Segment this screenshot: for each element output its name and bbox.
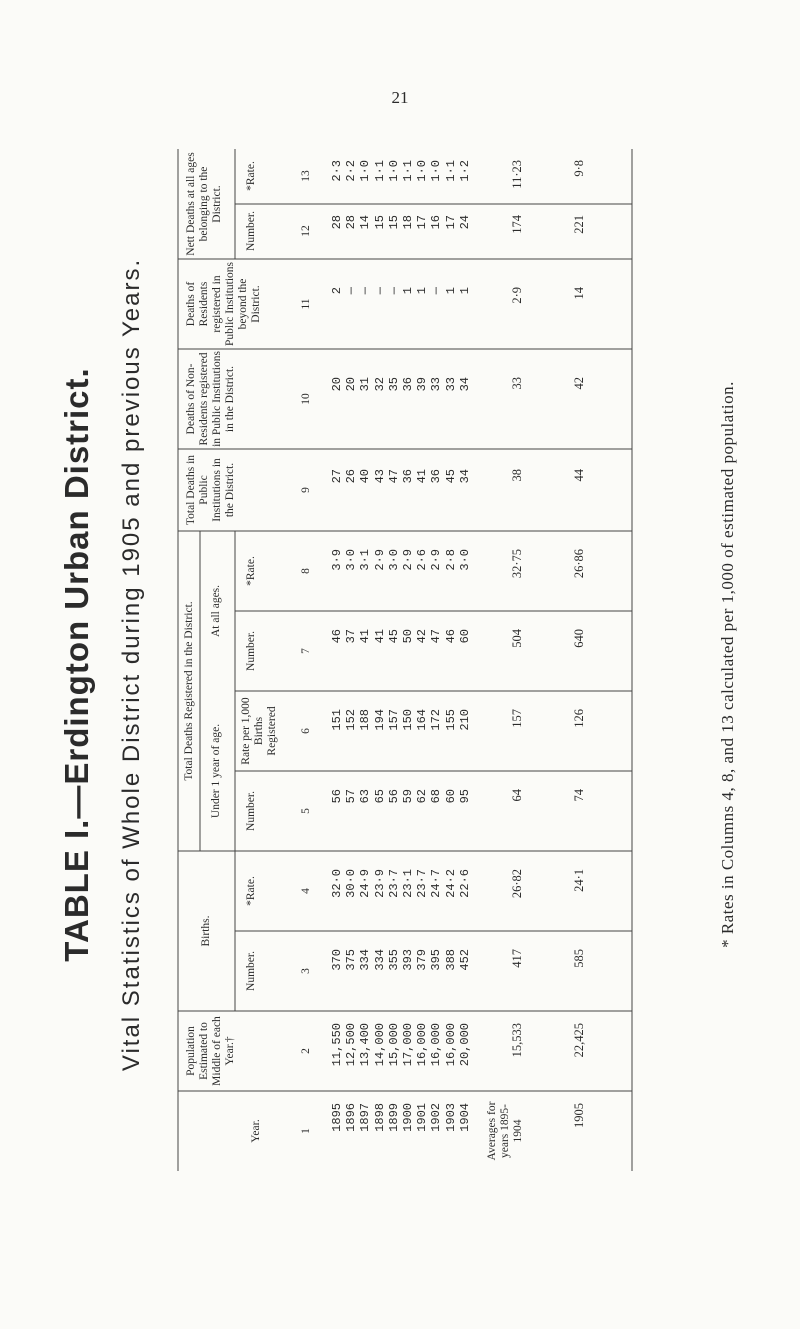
current-year: 1905 (572, 1103, 586, 1128)
cell-all-number: 46 (443, 629, 458, 644)
current-nett-number: 221 (572, 215, 586, 234)
current-births-rate: 24·1 (572, 869, 586, 892)
column-non-resident (330, 377, 472, 447)
cell-u1-rate: 152 (344, 709, 359, 731)
table-title: TABLE I.—Erdington Urban District. (58, 367, 95, 962)
cell-births-number: 379 (415, 949, 430, 971)
column-number: 1 (300, 1128, 312, 1134)
cell-non-resident: 33 (443, 377, 458, 392)
cell-births-rate: 24·2 (443, 869, 458, 898)
footnote: * Rates in Columns 4, 8, and 13 calculated per 1,000 of estimated population. (718, 381, 737, 948)
column-number: 5 (300, 808, 312, 814)
column-number: 10 (300, 393, 312, 405)
column-number: 3 (300, 968, 312, 974)
cell-nett-rate: 1·0 (429, 160, 444, 182)
cell-all-rate: 2·9 (429, 549, 444, 571)
cell-non-resident: 34 (457, 377, 472, 392)
cell-resident-beyond: — (372, 287, 387, 295)
current-u1-rate: 126 (572, 709, 586, 728)
cell-births-number: 355 (386, 949, 401, 971)
averages-non-resident: 33 (510, 377, 524, 390)
current-resident-beyond: 14 (572, 287, 586, 300)
cell-all-rate: 2·6 (415, 549, 430, 571)
averages-all-rate: 32·75 (510, 549, 524, 579)
cell-nett-rate: 2·2 (344, 160, 359, 182)
current-all-rate: 26·86 (572, 549, 586, 579)
cell-resident-beyond: 1 (443, 287, 458, 295)
cell-population: 15,000 (386, 1023, 401, 1067)
cell-all-number: 50 (401, 629, 416, 644)
cell-year: 1895 (330, 1103, 344, 1132)
header-residents-beyond: Deaths of Residents registered in Public Institutions beyond the District. (185, 261, 262, 347)
column-number: 6 (300, 728, 312, 734)
cell-u1-number: 56 (386, 789, 401, 804)
cell-u1-number: 56 (330, 789, 344, 804)
cell-resident-beyond: 1 (401, 287, 416, 295)
current-all-number: 640 (572, 629, 586, 648)
cell-births-rate: 23·7 (386, 869, 401, 898)
column-births-rate (330, 869, 472, 929)
cell-non-resident: 33 (429, 377, 444, 392)
cell-nett-rate: 1·0 (415, 160, 430, 182)
cell-u1-rate: 172 (429, 709, 444, 731)
header-total-public: Total Deaths in Public Institutions in the District. (185, 454, 236, 526)
cell-non-resident: 35 (386, 377, 401, 392)
header-births-number: Number. (245, 951, 257, 991)
cell-all-rate: 3·0 (457, 549, 472, 571)
cell-all-number: 41 (372, 629, 387, 644)
column-all-number (330, 629, 472, 689)
cell-nett-number: 28 (330, 215, 344, 230)
header-nett-rate: *Rate. (245, 161, 257, 191)
cell-resident-beyond: 1 (457, 287, 472, 295)
cell-population: 16,000 (415, 1023, 430, 1067)
header-all-number: Number. (245, 631, 257, 671)
cell-nett-number: 15 (386, 215, 401, 230)
cell-all-rate: 3·9 (330, 549, 344, 571)
column-number: 7 (300, 648, 312, 654)
header-non-residents: Deaths of Non-Residents registered in Public Institutions in the District. (185, 351, 236, 447)
cell-public-total: 45 (443, 469, 458, 484)
cell-year: 1897 (358, 1103, 373, 1132)
cell-births-rate: 23·7 (415, 869, 430, 898)
cell-non-resident: 39 (415, 377, 430, 392)
cell-public-total: 36 (429, 469, 444, 484)
cell-nett-number: 17 (415, 215, 430, 230)
current-public-total: 44 (572, 469, 586, 482)
cell-births-rate: 24·9 (358, 869, 373, 898)
cell-nett-number: 16 (429, 215, 444, 230)
cell-nett-rate: 1·0 (386, 160, 401, 182)
cell-nett-number: 14 (358, 215, 373, 230)
column-population (330, 1023, 472, 1089)
cell-u1-number: 95 (457, 789, 472, 804)
header-u1-number: Number. (245, 791, 257, 831)
cell-all-rate: 2·9 (401, 549, 416, 571)
cell-year: 1899 (386, 1103, 401, 1132)
page-number: 21 (391, 88, 409, 107)
cell-births-rate: 32·0 (330, 869, 344, 898)
averages-public-total: 38 (510, 469, 524, 482)
cell-u1-number: 68 (429, 789, 444, 804)
current-non-resident: 42 (572, 377, 586, 390)
averages-births-number: 417 (510, 949, 524, 968)
column-public-total (330, 469, 472, 529)
cell-nett-rate: 2·3 (330, 160, 344, 182)
column-number: 9 (300, 487, 312, 493)
column-number: 12 (300, 225, 312, 237)
cell-resident-beyond: — (386, 287, 401, 295)
cell-population: 16,000 (443, 1023, 458, 1067)
cell-births-rate: 30·0 (344, 869, 359, 898)
cell-births-number: 388 (443, 949, 458, 971)
cell-all-rate: 3·0 (344, 549, 359, 571)
cell-u1-rate: 210 (457, 709, 472, 731)
cell-population: 13,400 (358, 1023, 373, 1067)
cell-all-rate: 3·0 (386, 549, 401, 571)
averages-population: 15,533 (510, 1023, 524, 1058)
cell-non-resident: 20 (330, 377, 344, 392)
averages-label: Averages for years 1895-1904 (486, 1101, 524, 1161)
cell-births-rate: 22·6 (457, 869, 472, 898)
current-nett-rate: 9·8 (572, 160, 586, 177)
column-number: 11 (300, 298, 312, 310)
column-nett-number (330, 215, 472, 257)
cell-u1-number: 62 (415, 789, 430, 804)
current-u1-number: 74 (572, 789, 586, 802)
column-all-rate (330, 549, 472, 609)
cell-u1-rate: 155 (443, 709, 458, 731)
cell-public-total: 36 (401, 469, 416, 484)
cell-population: 20,000 (457, 1023, 472, 1067)
header-total-deaths: Total Deaths Registered in the District. (183, 601, 195, 781)
cell-population: 14,000 (372, 1023, 387, 1067)
column-u1-rate (330, 709, 472, 769)
cell-year: 1903 (443, 1103, 458, 1132)
column-number: 13 (300, 170, 312, 182)
averages-births-rate: 26·82 (510, 869, 524, 899)
current-births-number: 585 (572, 949, 586, 968)
cell-nett-rate: 1·1 (372, 160, 387, 182)
cell-public-total: 41 (415, 469, 430, 484)
current-population: 22,425 (572, 1023, 586, 1058)
cell-births-rate: 24·7 (429, 869, 444, 898)
cell-population: 16,000 (429, 1023, 444, 1067)
cell-all-number: 37 (344, 629, 359, 644)
cell-births-number: 452 (457, 949, 472, 971)
cell-all-number: 60 (457, 629, 472, 644)
cell-births-rate: 23·9 (372, 869, 387, 898)
averages-nett-rate: 11·23 (510, 160, 524, 189)
cell-u1-number: 63 (358, 789, 373, 804)
cell-all-number: 46 (330, 629, 344, 644)
cell-public-total: 27 (330, 469, 344, 484)
cell-u1-rate: 157 (386, 709, 401, 731)
cell-births-number: 393 (401, 949, 416, 971)
column-number: 2 (300, 1048, 312, 1054)
cell-resident-beyond: 1 (415, 287, 430, 295)
cell-nett-number: 17 (443, 215, 458, 230)
cell-public-total: 26 (344, 469, 359, 484)
header-births: Births. (200, 915, 212, 947)
cell-births-number: 370 (330, 949, 344, 971)
cell-resident-beyond: 2 (330, 287, 344, 295)
column-u1-number (330, 789, 472, 849)
cell-public-total: 34 (457, 469, 472, 484)
column-year (330, 1103, 472, 1169)
cell-resident-beyond: — (429, 287, 444, 295)
cell-year: 1896 (344, 1103, 359, 1132)
cell-all-rate: 3·1 (358, 549, 373, 571)
cell-u1-rate: 151 (330, 709, 344, 731)
cell-year: 1898 (372, 1103, 387, 1132)
column-nett-rate (330, 160, 472, 202)
cell-population: 17,000 (401, 1023, 416, 1067)
cell-all-number: 42 (415, 629, 430, 644)
header-population: Population Estimated to Middle of each Year.† (185, 1016, 236, 1086)
cell-nett-number: 28 (344, 215, 359, 230)
cell-population: 12,500 (344, 1023, 359, 1067)
header-u1-rate: Rate per 1,000 Births Registered (240, 697, 278, 765)
cell-population: 11,550 (330, 1023, 344, 1067)
averages-all-number: 504 (510, 629, 524, 648)
cell-non-resident: 20 (344, 377, 359, 392)
cell-u1-number: 60 (443, 789, 458, 804)
cell-u1-rate: 194 (372, 709, 387, 731)
header-under-1: Under 1 year of age. (210, 723, 222, 819)
header-births-rate: *Rate. (245, 876, 257, 906)
averages-u1-number: 64 (510, 789, 524, 802)
cell-all-number: 45 (386, 629, 401, 644)
averages-nett-number: 174 (510, 215, 524, 234)
column-births-number (330, 949, 472, 1009)
cell-year: 1904 (457, 1103, 472, 1132)
cell-resident-beyond: — (344, 287, 359, 295)
cell-year: 1900 (401, 1103, 416, 1132)
cell-nett-number: 18 (401, 215, 416, 230)
cell-u1-rate: 164 (415, 709, 430, 731)
cell-all-number: 41 (358, 629, 373, 644)
cell-births-number: 334 (358, 949, 373, 971)
cell-year: 1901 (415, 1103, 430, 1132)
cell-year: 1902 (429, 1103, 444, 1132)
cell-non-resident: 31 (358, 377, 373, 392)
cell-nett-rate: 1·0 (358, 160, 373, 182)
column-number: 4 (300, 888, 312, 894)
cell-births-number: 395 (429, 949, 444, 971)
cell-nett-number: 15 (372, 215, 387, 230)
averages-resident-beyond: 2·9 (510, 287, 524, 304)
header-nett-number: Number. (245, 211, 257, 251)
cell-u1-rate: 150 (401, 709, 416, 731)
averages-u1-rate: 157 (510, 709, 524, 728)
cell-u1-rate: 188 (358, 709, 373, 731)
cell-u1-number: 57 (344, 789, 359, 804)
cell-births-number: 375 (344, 949, 359, 971)
cell-all-rate: 2·8 (443, 549, 458, 571)
cell-public-total: 43 (372, 469, 387, 484)
table-subtitle: Vital Statistics of Whole District during 1905 and previous Years. (118, 257, 145, 1072)
cell-nett-rate: 1·2 (457, 160, 472, 182)
cell-nett-rate: 1·1 (401, 160, 416, 182)
cell-nett-number: 24 (457, 215, 472, 230)
cell-u1-number: 59 (401, 789, 416, 804)
cell-resident-beyond: — (358, 287, 373, 295)
header-all-rate: *Rate. (245, 556, 257, 586)
column-number: 8 (300, 568, 312, 574)
cell-births-number: 334 (372, 949, 387, 971)
cell-all-rate: 2·9 (372, 549, 387, 571)
cell-public-total: 47 (386, 469, 401, 484)
header-nett-deaths: Nett Deaths at all ages belonging to the District. (185, 152, 223, 256)
header-all-ages: At all ages. (210, 584, 222, 638)
cell-all-number: 47 (429, 629, 444, 644)
cell-u1-number: 65 (372, 789, 387, 804)
column-resident-beyond (330, 287, 472, 347)
header-year: Year. (250, 1119, 262, 1143)
cell-births-rate: 23·1 (401, 869, 416, 898)
cell-non-resident: 36 (401, 377, 416, 392)
cell-nett-rate: 1·1 (443, 160, 458, 182)
cell-public-total: 40 (358, 469, 373, 484)
cell-non-resident: 32 (372, 377, 387, 392)
